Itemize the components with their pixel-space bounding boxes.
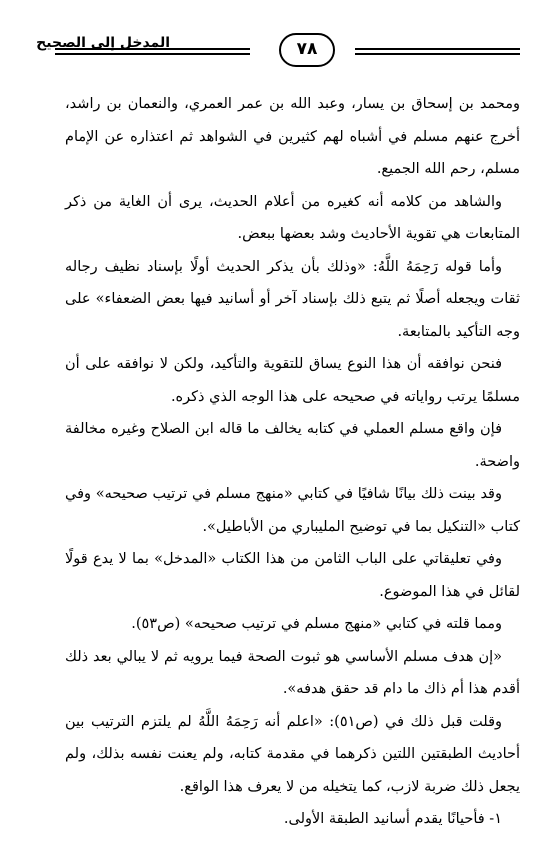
paragraph: وقلت قبل ذلك في (ص٥١): «اعلم أنه رَحِمَهُ اللَّهُ لم يلتزم الترتيب بين أحاديث الطبقتين اللتين ذكرهما في مقدمة كتابه، ولم يعنت نفسه بذلك، ولم يجعل ذلك ضربة لازب، كما يتخيله من لا يعرف هذا الواقع. [65,713,520,795]
paragraph: وأما قوله رَحِمَهُ اللَّهُ: «وذلك بأن يذكر الحديث أولًا بإسناد نظيف رجاله ثقات ويجعله أصلًا ثم يتبع ذلك بإسناد آخر أو أسانيد فيها بعض الضعفاء» على وجه التأكيد بالمتابعة. [65,258,520,340]
header-rule-left-top [355,48,520,50]
paragraph: فنحن نوافقه أن هذا النوع يساق للتقوية والتأكيد، ولكن لا نوافقه على أن مسلمًا يرتب رواياته في صحيحه على هذا الوجه الذي ذكره. [65,356,520,405]
paragraph: ومما قلته في كتابي «منهج مسلم في ترتيب صحيحه» (ص٥٣). [131,616,502,632]
header-rule-left-bottom [355,53,520,55]
paragraph: والشاهد من كلامه أنه كغيره من أعلام الحديث، يرى أن الغاية من ذكر المتابعات هي تقوية الأحاديث وشد بعضها ببعض. [65,193,520,242]
body-text [65,88,520,836]
page-number-badge: ٧٨ [279,33,335,67]
running-header [36,30,520,64]
paragraph: فإن واقع مسلم العملي في كتابه يخالف ما قاله ابن الصلاح وغيره مخالفة واضحة. [65,421,520,470]
paragraph: وقد بينت ذلك بيانًا شافيًا في كتابي «منهج مسلم في ترتيب صحيحه» وفي كتاب «التنكيل بما في توضيح المليباري من الأباطيل». [65,486,520,535]
list-item: ١- فأحيانًا يقدم أسانيد الطبقة الأولى. [283,811,502,827]
header-title: المدخل إلى الصحيح [36,35,170,51]
header-rule-right-bottom [55,53,250,55]
paragraph: وفي تعليقاتي على الباب الثامن من هذا الكتاب «المدخل» بما لا يدع قولًا لقائل في هذا الموضوع. [65,551,520,600]
paragraph: ومحمد بن إسحاق بن يسار، وعبد الله بن عمر العمري، والنعمان بن راشد، أخرج عنهم مسلم في أشباه لهم كثيرين في الشواهد ثم اعتذاره عن الإمام مسلم، رحم الله الجميع. [65,96,520,177]
quotation-paragraph: «إن هدف مسلم الأساسي هو ثبوت الصحة فيما يرويه ثم لا يبالي بعد ذلك أقدم هذا أم ذاك ما دام قد حقق هدفه». [65,648,520,697]
